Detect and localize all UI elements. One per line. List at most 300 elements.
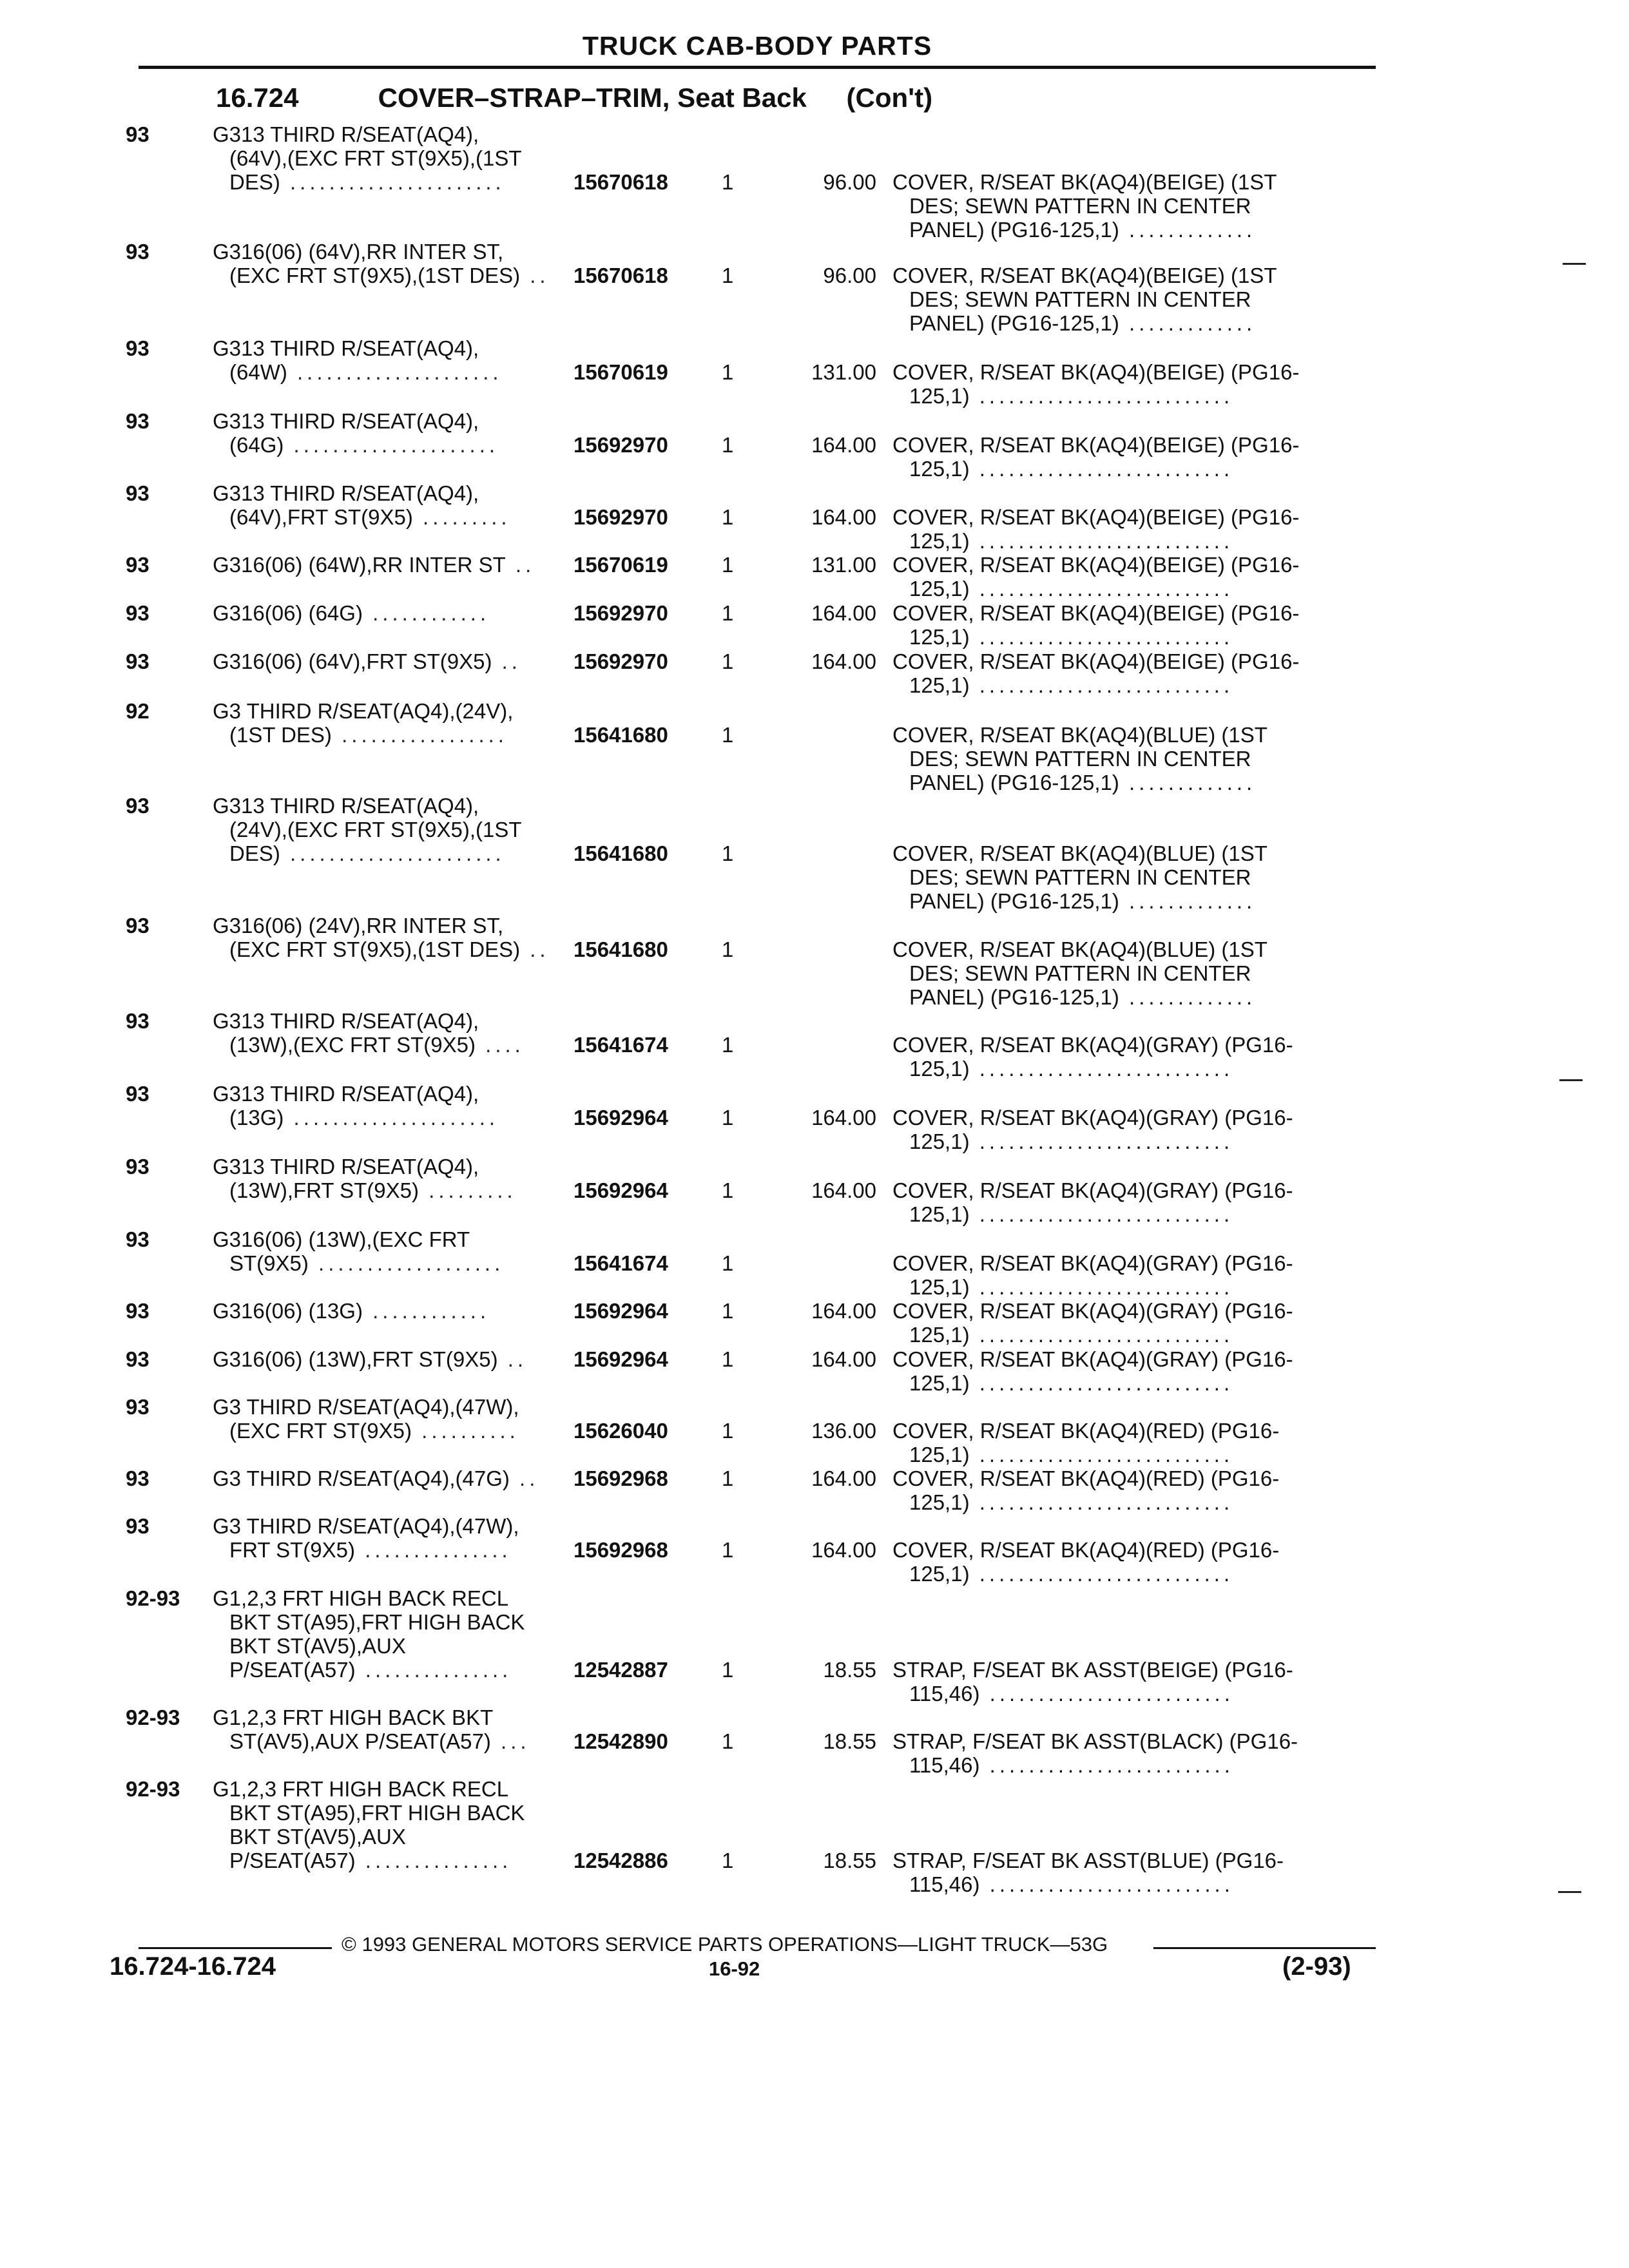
dot-leader: .......................... bbox=[969, 457, 1234, 481]
part-name bbox=[892, 1033, 1382, 1081]
dot-leader: .......... bbox=[412, 1419, 519, 1443]
footer-range: 16.724-16.724 bbox=[110, 1952, 276, 1981]
part-name-line bbox=[892, 723, 1382, 747]
description-line: G316(06) (24V),RR INTER ST, bbox=[213, 914, 504, 937]
part-name-text: 125,1) bbox=[909, 1490, 970, 1514]
description-line: (64V),(EXC FRT ST(9X5),(1ST bbox=[229, 146, 522, 170]
quantity: 1 bbox=[722, 1106, 734, 1129]
dot-leader: ............... bbox=[355, 1658, 512, 1682]
part-name-text: DES; SEWN PATTERN IN CENTER bbox=[909, 865, 1251, 889]
part-name-line bbox=[892, 889, 1382, 913]
description-line: P/SEAT(A57) bbox=[229, 1849, 356, 1872]
part-name-line bbox=[892, 1057, 1382, 1081]
dot-leader: .......................... bbox=[969, 1057, 1234, 1081]
description-last-line bbox=[229, 505, 577, 529]
part-name-text: COVER, R/SEAT BK(AQ4)(BEIGE) (PG16- bbox=[892, 433, 1300, 457]
application-description bbox=[213, 699, 574, 723]
application-description bbox=[213, 1586, 574, 1658]
footer-copyright: © 1993 GENERAL MOTORS SERVICE PARTS OPERATIONS—LIGHT TRUCK—53G bbox=[342, 1933, 1108, 1956]
model-year: 93 bbox=[126, 914, 149, 937]
application-description bbox=[213, 1777, 574, 1849]
price: 96.00 bbox=[823, 264, 876, 287]
part-number: 15670618 bbox=[574, 264, 668, 287]
description-line: G3 THIRD R/SEAT(AQ4),(47G) bbox=[213, 1466, 510, 1490]
description-line: (64V),FRT ST(9X5) bbox=[229, 505, 413, 529]
description-last-line bbox=[213, 1466, 561, 1490]
description-line: (64G) bbox=[229, 433, 284, 457]
part-number: 12542886 bbox=[574, 1849, 668, 1872]
description-line: G313 THIRD R/SEAT(AQ4), bbox=[213, 1009, 479, 1033]
part-name-text: PANEL) (PG16-125,1) bbox=[909, 771, 1119, 794]
dot-leader: ..................... bbox=[287, 360, 503, 384]
quantity: 1 bbox=[722, 1849, 734, 1872]
price: 164.00 bbox=[811, 433, 876, 457]
part-name bbox=[892, 1729, 1382, 1777]
description-line: G313 THIRD R/SEAT(AQ4), bbox=[213, 336, 479, 360]
edge-mark bbox=[1563, 263, 1586, 265]
part-name-line bbox=[892, 1299, 1382, 1323]
part-name-line bbox=[892, 1033, 1382, 1057]
part-name-line bbox=[892, 1872, 1382, 1896]
model-year: 92-93 bbox=[126, 1586, 180, 1610]
part-name-line bbox=[892, 311, 1382, 335]
description-line: (13W),FRT ST(9X5) bbox=[229, 1178, 419, 1202]
quantity: 1 bbox=[722, 1299, 734, 1323]
dot-leader: .. bbox=[520, 264, 550, 287]
model-year: 93 bbox=[126, 481, 149, 505]
description-last-line bbox=[229, 937, 577, 961]
description-line: G313 THIRD R/SEAT(AQ4), bbox=[213, 1155, 479, 1178]
part-name-text: COVER, R/SEAT BK(AQ4)(BEIGE) (1ST bbox=[892, 170, 1277, 194]
part-name-text: 125,1) bbox=[909, 1057, 970, 1081]
part-name-text: COVER, R/SEAT BK(AQ4)(BEIGE) (1ST bbox=[892, 264, 1277, 287]
dot-leader: .......................... bbox=[969, 1371, 1234, 1395]
description-line: G313 THIRD R/SEAT(AQ4), bbox=[213, 409, 479, 433]
description-line: DES) bbox=[229, 841, 280, 865]
dot-leader: ................. bbox=[331, 723, 508, 747]
quantity: 1 bbox=[722, 433, 734, 457]
part-name-text: 125,1) bbox=[909, 529, 970, 553]
price: 164.00 bbox=[811, 649, 876, 673]
part-name-text: 125,1) bbox=[909, 1443, 970, 1466]
dot-leader: .. bbox=[520, 937, 550, 961]
dot-leader: ............ bbox=[362, 1299, 490, 1323]
footer-page-number: 16-92 bbox=[709, 1957, 760, 1980]
part-name-line bbox=[892, 1371, 1382, 1395]
part-name bbox=[892, 170, 1382, 242]
model-year: 93 bbox=[126, 336, 149, 360]
part-number: 15641680 bbox=[574, 937, 668, 961]
description-last-line bbox=[213, 649, 561, 673]
dot-leader: .......................... bbox=[969, 625, 1234, 649]
part-name-text: 115,46) bbox=[909, 1682, 980, 1706]
part-name bbox=[892, 1347, 1382, 1395]
description-line: G316(06) (64V),RR INTER ST, bbox=[213, 240, 504, 264]
description-last-line bbox=[229, 1106, 577, 1129]
part-name-text: STRAP, F/SEAT BK ASST(BLUE) (PG16- bbox=[892, 1849, 1284, 1872]
part-name-line bbox=[892, 937, 1382, 961]
description-line: G313 THIRD R/SEAT(AQ4), bbox=[213, 481, 479, 505]
part-name-line bbox=[892, 194, 1382, 218]
part-name-text: 125,1) bbox=[909, 384, 970, 408]
part-name-text: 125,1) bbox=[909, 1371, 970, 1395]
part-name bbox=[892, 1251, 1382, 1299]
part-name-text: COVER, R/SEAT BK(AQ4)(RED) (PG16- bbox=[892, 1466, 1280, 1490]
price: 164.00 bbox=[811, 1538, 876, 1562]
part-name bbox=[892, 360, 1382, 408]
part-number: 15692970 bbox=[574, 433, 668, 457]
section-continued: (Con't) bbox=[846, 82, 933, 113]
part-name-line bbox=[892, 625, 1382, 649]
part-name-text: COVER, R/SEAT BK(AQ4)(BEIGE) (PG16- bbox=[892, 360, 1300, 384]
part-name-line bbox=[892, 1466, 1382, 1490]
description-line: (EXC FRT ST(9X5),(1ST DES) bbox=[229, 937, 521, 961]
application-description bbox=[213, 1706, 574, 1729]
part-name-text: PANEL) (PG16-125,1) bbox=[909, 311, 1119, 335]
part-name-line bbox=[892, 1251, 1382, 1275]
dot-leader: ............... bbox=[355, 1538, 512, 1562]
part-name-line bbox=[892, 553, 1382, 577]
part-name-line bbox=[892, 961, 1382, 985]
description-line: BKT ST(AV5),AUX bbox=[229, 1825, 406, 1849]
application-description bbox=[213, 122, 574, 170]
part-name-line bbox=[892, 529, 1382, 553]
part-name-text: COVER, R/SEAT BK(AQ4)(BEIGE) (PG16- bbox=[892, 553, 1300, 577]
application-description bbox=[213, 1009, 574, 1033]
part-number: 15641674 bbox=[574, 1033, 668, 1057]
dot-leader: ......................... bbox=[979, 1682, 1234, 1706]
description-last-line bbox=[229, 1419, 577, 1443]
part-name-text: COVER, R/SEAT BK(AQ4)(BEIGE) (PG16- bbox=[892, 505, 1300, 529]
quantity: 1 bbox=[722, 601, 734, 625]
quantity: 1 bbox=[722, 1729, 734, 1753]
description-line: G3 THIRD R/SEAT(AQ4),(47W), bbox=[213, 1395, 519, 1419]
model-year: 93 bbox=[126, 1395, 149, 1419]
description-line: P/SEAT(A57) bbox=[229, 1658, 356, 1682]
part-name-text: PANEL) (PG16-125,1) bbox=[909, 218, 1119, 242]
application-description bbox=[213, 1155, 574, 1178]
dot-leader: .......................... bbox=[969, 384, 1234, 408]
price: 164.00 bbox=[811, 1347, 876, 1371]
dot-leader: ...................... bbox=[280, 170, 505, 194]
part-name-text: COVER, R/SEAT BK(AQ4)(GRAY) (PG16- bbox=[892, 1178, 1293, 1202]
part-name-text: COVER, R/SEAT BK(AQ4)(RED) (PG16- bbox=[892, 1538, 1280, 1562]
description-line: (EXC FRT ST(9X5) bbox=[229, 1419, 412, 1443]
description-line: G316(06) (64G) bbox=[213, 601, 363, 625]
quantity: 1 bbox=[722, 264, 734, 287]
price: 164.00 bbox=[811, 601, 876, 625]
description-last-line bbox=[229, 841, 577, 865]
description-line: (13W),(EXC FRT ST(9X5) bbox=[229, 1033, 476, 1057]
application-description bbox=[213, 1227, 574, 1251]
description-line: G313 THIRD R/SEAT(AQ4), bbox=[213, 794, 479, 818]
description-line: G316(06) (13W),FRT ST(9X5) bbox=[213, 1347, 498, 1371]
model-year: 93 bbox=[126, 1347, 149, 1371]
part-name-text: 125,1) bbox=[909, 1129, 970, 1153]
part-number: 15692964 bbox=[574, 1106, 668, 1129]
description-last-line bbox=[229, 1538, 577, 1562]
dot-leader: .......................... bbox=[969, 1129, 1234, 1153]
part-name-text: 125,1) bbox=[909, 457, 970, 481]
part-name-line bbox=[892, 433, 1382, 457]
description-line: BKT ST(A95),FRT HIGH BACK bbox=[229, 1610, 525, 1634]
quantity: 1 bbox=[722, 723, 734, 747]
quantity: 1 bbox=[722, 1251, 734, 1275]
description-line: DES) bbox=[229, 170, 280, 194]
description-line: BKT ST(AV5),AUX bbox=[229, 1634, 406, 1658]
dot-leader: ..................... bbox=[284, 1106, 499, 1129]
part-number: 15692964 bbox=[574, 1299, 668, 1323]
description-line: G1,2,3 FRT HIGH BACK RECL bbox=[213, 1777, 509, 1801]
part-name bbox=[892, 723, 1382, 794]
part-name-line bbox=[892, 457, 1382, 481]
part-number: 15670618 bbox=[574, 170, 668, 194]
part-name-line bbox=[892, 360, 1382, 384]
part-name bbox=[892, 601, 1382, 649]
description-line: G316(06) (13W),(EXC FRT bbox=[213, 1227, 470, 1251]
quantity: 1 bbox=[722, 1178, 734, 1202]
description-last-line bbox=[229, 723, 577, 747]
price: 131.00 bbox=[811, 553, 876, 577]
description-last-line bbox=[229, 433, 577, 457]
quantity: 1 bbox=[722, 1033, 734, 1057]
application-description bbox=[213, 240, 574, 264]
part-name-line bbox=[892, 1323, 1382, 1347]
part-name-text: PANEL) (PG16-125,1) bbox=[909, 889, 1119, 913]
dot-leader: .......................... bbox=[969, 673, 1234, 697]
part-number: 12542890 bbox=[574, 1729, 668, 1753]
part-name-line bbox=[892, 1275, 1382, 1299]
model-year: 93 bbox=[126, 649, 149, 673]
description-line: G1,2,3 FRT HIGH BACK BKT bbox=[213, 1706, 494, 1729]
part-name-line bbox=[892, 1753, 1382, 1777]
part-name-line bbox=[892, 601, 1382, 625]
description-line: G316(06) (64W),RR INTER ST bbox=[213, 553, 506, 577]
part-name bbox=[892, 1466, 1382, 1514]
part-number: 15670619 bbox=[574, 553, 668, 577]
part-name bbox=[892, 1419, 1382, 1466]
part-number: 15641680 bbox=[574, 723, 668, 747]
model-year: 93 bbox=[126, 1299, 149, 1323]
part-name-text: COVER, R/SEAT BK(AQ4)(GRAY) (PG16- bbox=[892, 1299, 1293, 1323]
part-number: 15692970 bbox=[574, 601, 668, 625]
dot-leader: ............. bbox=[1119, 889, 1257, 913]
description-line: BKT ST(A95),FRT HIGH BACK bbox=[229, 1801, 525, 1825]
part-name-line bbox=[892, 1490, 1382, 1514]
dot-leader: ... bbox=[490, 1729, 530, 1753]
part-name-line bbox=[892, 1562, 1382, 1586]
part-name-line bbox=[892, 673, 1382, 697]
part-name bbox=[892, 649, 1382, 697]
dot-leader: ............. bbox=[1119, 771, 1257, 794]
part-name-line bbox=[892, 1106, 1382, 1129]
model-year: 93 bbox=[126, 1227, 149, 1251]
footer-rule-left bbox=[139, 1947, 332, 1949]
part-name-line bbox=[892, 264, 1382, 287]
dot-leader: ......... bbox=[412, 505, 511, 529]
part-name bbox=[892, 1538, 1382, 1586]
description-line: G3 THIRD R/SEAT(AQ4),(24V), bbox=[213, 699, 514, 723]
part-name-text: DES; SEWN PATTERN IN CENTER bbox=[909, 747, 1251, 771]
part-name-line bbox=[892, 985, 1382, 1009]
quantity: 1 bbox=[722, 1466, 734, 1490]
model-year: 93 bbox=[126, 409, 149, 433]
part-name bbox=[892, 1658, 1382, 1706]
footer-rule-right bbox=[1153, 1947, 1376, 1949]
quantity: 1 bbox=[722, 553, 734, 577]
part-name-text: 125,1) bbox=[909, 1562, 970, 1586]
part-name-line bbox=[892, 1178, 1382, 1202]
part-name-text: COVER, R/SEAT BK(AQ4)(BLUE) (1ST bbox=[892, 723, 1268, 747]
part-number: 15692968 bbox=[574, 1538, 668, 1562]
part-name bbox=[892, 264, 1382, 335]
description-last-line bbox=[229, 1658, 577, 1682]
model-year: 92-93 bbox=[126, 1777, 180, 1801]
dot-leader: .......................... bbox=[969, 1443, 1234, 1466]
part-name-text: COVER, R/SEAT BK(AQ4)(GRAY) (PG16- bbox=[892, 1033, 1293, 1057]
part-name-line bbox=[892, 771, 1382, 794]
part-name-text: 125,1) bbox=[909, 1202, 970, 1226]
dot-leader: ............... bbox=[355, 1849, 512, 1872]
part-name-text: COVER, R/SEAT BK(AQ4)(BEIGE) (PG16- bbox=[892, 649, 1300, 673]
header-rule bbox=[139, 66, 1376, 69]
price: 164.00 bbox=[811, 1299, 876, 1323]
model-year: 93 bbox=[126, 553, 149, 577]
price: 96.00 bbox=[823, 170, 876, 194]
part-name-line bbox=[892, 1347, 1382, 1371]
model-year: 93 bbox=[126, 794, 149, 818]
model-year: 93 bbox=[126, 601, 149, 625]
edge-mark bbox=[1558, 1891, 1581, 1893]
dot-leader: .. bbox=[497, 1347, 528, 1371]
part-number: 15692970 bbox=[574, 649, 668, 673]
part-number: 15670619 bbox=[574, 360, 668, 384]
description-line: G3 THIRD R/SEAT(AQ4),(47W), bbox=[213, 1514, 519, 1538]
quantity: 1 bbox=[722, 1538, 734, 1562]
description-last-line bbox=[229, 1251, 577, 1275]
dot-leader: ............. bbox=[1119, 985, 1257, 1009]
part-number: 15692964 bbox=[574, 1178, 668, 1202]
part-name bbox=[892, 1849, 1382, 1896]
part-name-line bbox=[892, 1729, 1382, 1753]
part-name-line bbox=[892, 1538, 1382, 1562]
part-name-text: 115,46) bbox=[909, 1753, 980, 1777]
part-name-text: COVER, R/SEAT BK(AQ4)(RED) (PG16- bbox=[892, 1419, 1280, 1443]
part-name bbox=[892, 841, 1382, 913]
part-name-text: COVER, R/SEAT BK(AQ4)(GRAY) (PG16- bbox=[892, 1106, 1293, 1129]
part-name-line bbox=[892, 505, 1382, 529]
description-last-line bbox=[213, 1299, 561, 1323]
dot-leader: .. bbox=[492, 649, 521, 673]
application-description bbox=[213, 1514, 574, 1538]
dot-leader: ......... bbox=[419, 1178, 517, 1202]
part-name-text: 125,1) bbox=[909, 1275, 970, 1299]
part-name-line bbox=[892, 841, 1382, 865]
part-name-text: 125,1) bbox=[909, 673, 970, 697]
dot-leader: ............. bbox=[1119, 218, 1257, 242]
part-number: 15641674 bbox=[574, 1251, 668, 1275]
part-name bbox=[892, 553, 1382, 601]
application-description bbox=[213, 914, 574, 937]
dot-leader: .......................... bbox=[969, 577, 1234, 601]
model-year: 92 bbox=[126, 699, 149, 723]
part-name-text: STRAP, F/SEAT BK ASST(BEIGE) (PG16- bbox=[892, 1658, 1293, 1682]
model-year: 93 bbox=[126, 1514, 149, 1538]
part-name bbox=[892, 1178, 1382, 1226]
price: 136.00 bbox=[811, 1419, 876, 1443]
part-name-text: 125,1) bbox=[909, 1323, 970, 1347]
part-name-text: COVER, R/SEAT BK(AQ4)(GRAY) (PG16- bbox=[892, 1251, 1293, 1275]
description-last-line bbox=[229, 170, 577, 194]
part-name bbox=[892, 1106, 1382, 1153]
part-number: 15692968 bbox=[574, 1466, 668, 1490]
part-name-text: COVER, R/SEAT BK(AQ4)(BLUE) (1ST bbox=[892, 937, 1268, 961]
part-name bbox=[892, 505, 1382, 553]
part-name-line bbox=[892, 865, 1382, 889]
model-year: 93 bbox=[126, 1155, 149, 1178]
part-name-text: DES; SEWN PATTERN IN CENTER bbox=[909, 961, 1251, 985]
dot-leader: .. bbox=[509, 1466, 539, 1490]
section-code: 16.724 bbox=[216, 82, 299, 113]
dot-leader: .. bbox=[505, 553, 535, 577]
edge-mark bbox=[1559, 1079, 1583, 1081]
price: 131.00 bbox=[811, 360, 876, 384]
section-name: COVER–STRAP–TRIM, Seat Back bbox=[378, 82, 807, 113]
part-name-line bbox=[892, 649, 1382, 673]
quantity: 1 bbox=[722, 505, 734, 529]
footer-date: (2-93) bbox=[1282, 1952, 1351, 1981]
price: 164.00 bbox=[811, 1178, 876, 1202]
part-name bbox=[892, 433, 1382, 481]
part-name-text: 115,46) bbox=[909, 1872, 980, 1896]
description-last-line bbox=[213, 553, 561, 577]
part-name-line bbox=[892, 1682, 1382, 1706]
description-last-line bbox=[229, 264, 577, 287]
part-name-line bbox=[892, 577, 1382, 601]
part-number: 15692970 bbox=[574, 505, 668, 529]
section-title bbox=[216, 82, 932, 113]
description-line: G316(06) (13G) bbox=[213, 1299, 363, 1323]
dot-leader: .... bbox=[476, 1033, 525, 1057]
description-line: G1,2,3 FRT HIGH BACK RECL bbox=[213, 1586, 509, 1610]
quantity: 1 bbox=[722, 170, 734, 194]
description-last-line bbox=[229, 360, 577, 384]
part-name-line bbox=[892, 1202, 1382, 1226]
model-year: 93 bbox=[126, 1082, 149, 1106]
part-name-line bbox=[892, 1419, 1382, 1443]
dot-leader: ............ bbox=[362, 601, 490, 625]
quantity: 1 bbox=[722, 841, 734, 865]
part-number: 15641680 bbox=[574, 841, 668, 865]
dot-leader: .......................... bbox=[969, 529, 1234, 553]
dot-leader: ......................... bbox=[979, 1872, 1234, 1896]
part-name-line bbox=[892, 1849, 1382, 1872]
part-name-text: 125,1) bbox=[909, 577, 970, 601]
dot-leader: ................... bbox=[308, 1251, 505, 1275]
description-last-line bbox=[229, 1849, 577, 1872]
part-name-line bbox=[892, 170, 1382, 194]
application-description bbox=[213, 336, 574, 360]
price: 164.00 bbox=[811, 1106, 876, 1129]
description-line: G316(06) (64V),FRT ST(9X5) bbox=[213, 649, 492, 673]
description-line: ST(9X5) bbox=[229, 1251, 309, 1275]
quantity: 1 bbox=[722, 360, 734, 384]
price: 18.55 bbox=[823, 1849, 876, 1872]
part-name bbox=[892, 937, 1382, 1009]
part-name-line bbox=[892, 747, 1382, 771]
model-year: 93 bbox=[126, 122, 149, 146]
dot-leader: .......................... bbox=[969, 1202, 1234, 1226]
